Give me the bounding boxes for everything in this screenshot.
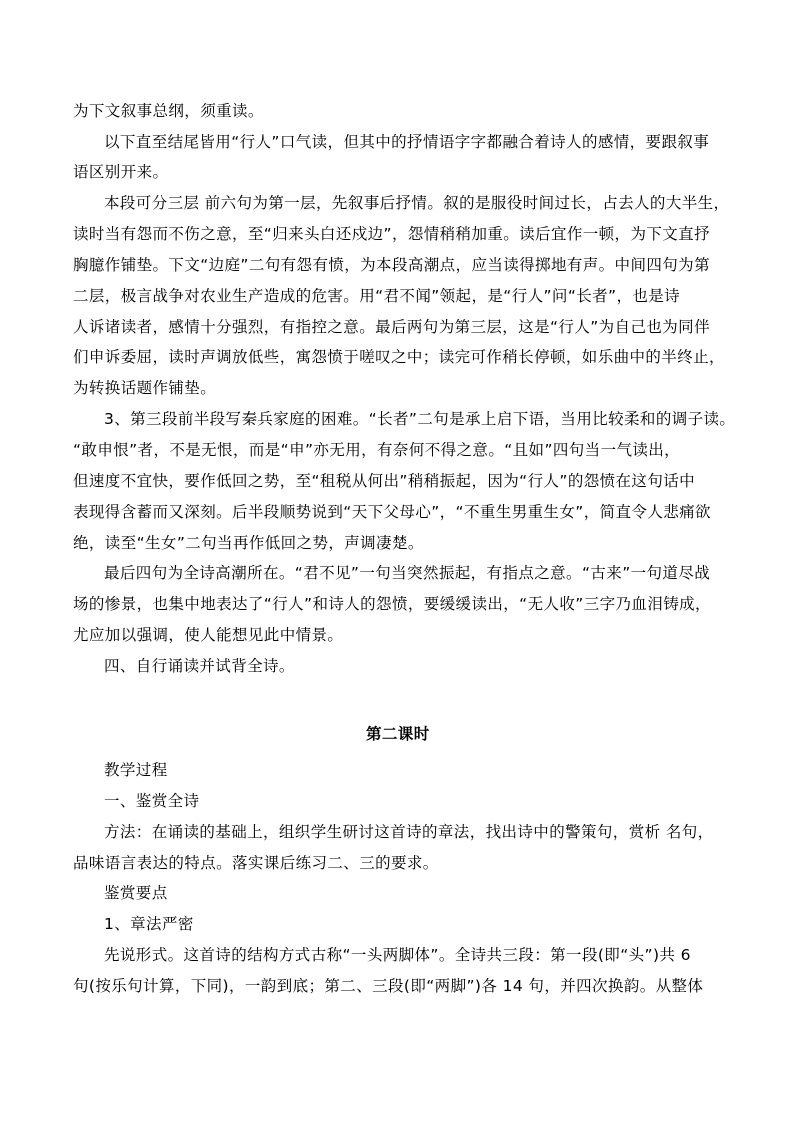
text-line-23: 品味语言表达的特点。落实课后练习二、三的要求。 [73,854,439,872]
text-line-24: 鉴赏要点 [104,884,168,902]
text-line-19: 四、自行诵读并试背全诗。 [104,657,295,675]
text-line-1: 为下文叙事总纲，须重读。 [73,102,264,120]
text-line-17: 场的惨景，也集中地表达了“行人”和诗人的怨愤，要缓缓读出，“无人收”三字乃血泪铸成， [73,595,711,613]
text-line-3: 语区别开来。 [73,163,169,181]
text-line-22: 方法：在诵读的基础上，组织学生研讨这首诗的章法，找出诗中的警策句，赏析 名句， [104,823,714,841]
text-line-6: 胸臆作铺垫。下文“边庭”二句有怨有愤，为本段高潮点，应当读得掷地有声。中间四句为第 [73,256,710,274]
text-line-7: 二层，极言战争对农业生产造成的危害。用“君不闻”领起，是“行人”问“长者”，也是诗 [73,287,681,305]
text-line-14: 表现得含蓄而又深刻。后半段顺势说到“天下父母心”，“不重生男重生女”，简直令人悲痛欲 [73,503,711,521]
text-line-26: 先说形式。这首诗的结构方式古称“一头两脚体”。全诗共三段：第一段(即“头”)共 6 [104,946,691,964]
text-line-13: 但速度不宜快，要作低回之势，至“租税从何出”稍稍振起，因为“行人”的怨愤在这句话中 [73,472,696,490]
text-line-10: 为转换话题作铺垫。 [73,379,217,397]
text-line-25: 1、章法严密 [104,915,194,933]
text-line-9: 们申诉委屈，读时声调放低些，寓怨愤于嗟叹之中；读完可作稍长停顿，如乐曲中的半终止， [73,348,725,366]
text-line-5: 读时当有怨而不伤之意，至“归来头白还戍边”，怨情稍稍加重。读后宜作一顿，为下文直抒 [73,225,710,243]
text-line-11: 3、第三段前半段写秦兵家庭的困难。“长者”二句是承上启下语，当用比较柔和的调子读。 [104,410,736,428]
text-line-18: 尤应加以强调，使人能想见此中情景。 [73,626,344,644]
text-line-21: 一、鉴赏全诗 [104,792,200,810]
text-line-27: 句(按乐句计算，下同)，一韵到底；第二、三段(即“两脚”)各 14 句，并四次换韵。从整体 [73,977,704,995]
text-line-8: 人诉诸读者，感情十分强烈，有指控之意。最后两句为第三层，这是“行人”为自己也为同伴 [73,318,710,336]
text-line-15: 绝，读至“生女”二句当再作低回之势，声调凄楚。 [73,534,424,552]
section-heading: 第二课时 [366,725,430,743]
text-line-2: 以下直至结尾皆用“行人”口气读，但其中的抒情语字字都融合着诗人的感情，要跟叙事 [104,133,710,151]
text-line-12: “敢申恨”者，不是无恨，而是“申”亦无用，有奈何不得之意。“且如”四句当一气读出， [73,441,681,459]
text-line-20: 教学过程 [104,761,168,779]
text-line-4: 本段可分三层 前六句为第一层，先叙事后抒情。叙的是服役时间过长，占去人的大半生， [104,194,730,212]
text-line-16: 最后四句为全诗高潮所在。“君不见”一句当突然振起，有指点之意。“古来”一句道尽战 [104,564,711,582]
